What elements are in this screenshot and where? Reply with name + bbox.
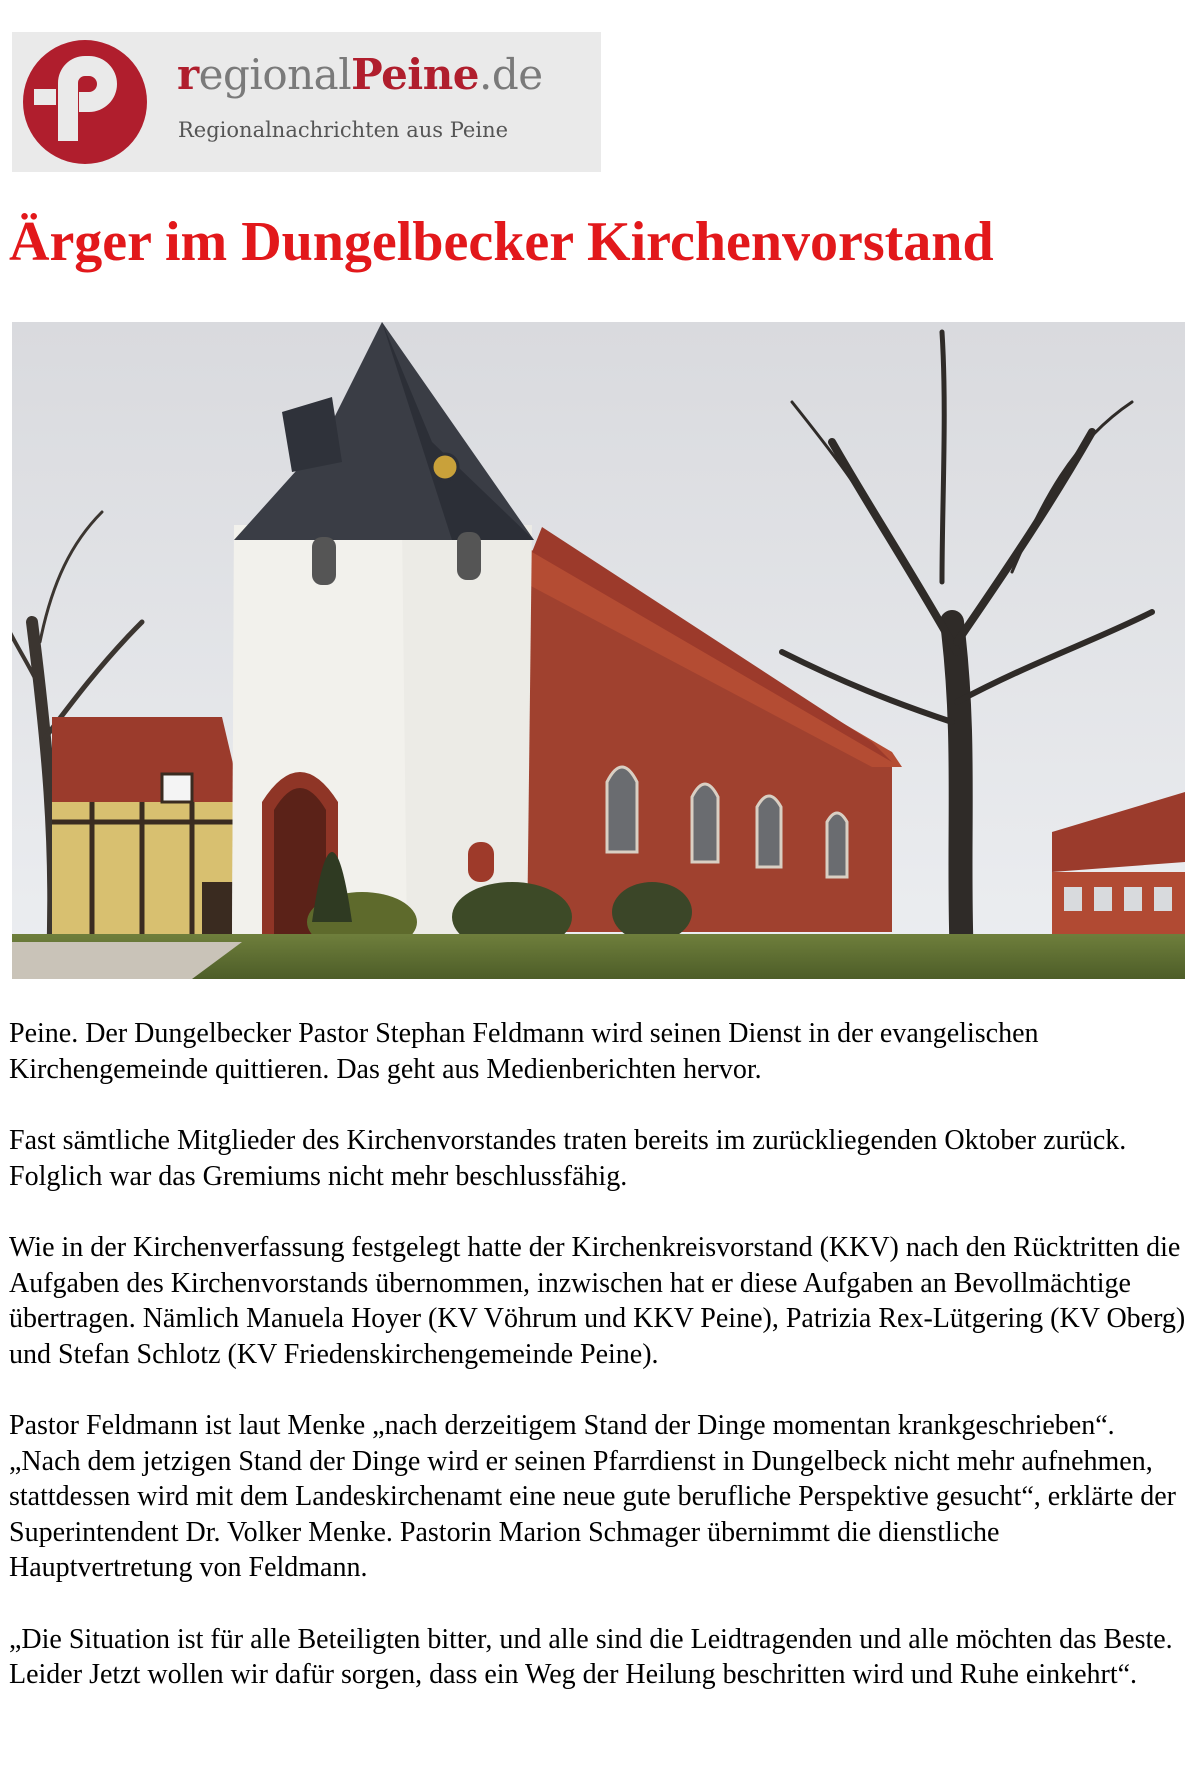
article-paragraph: Pastor Feldmann ist laut Menke „nach derzeitigem Stand der Dinge momentan krankgeschrieben“. „Nach dem jetzigen Stand der Dinge wird er seinen Pfarrdienst in Dungelbeck nicht mehr aufnehmen, stattdessen wird mit dem Landeskirchenamt eine neue gute berufliche Perspektive gesucht“, erklärte der Superintendent Dr. Volker Menke. Pastorin Marion Schmager übernimmt die dienstliche Hauptvertretung von Feldmann. bbox=[9, 1410, 1177, 1583]
article-paragraph: Peine. Der Dungelbecker Pastor Stephan Feldmann wird seinen Dienst in der evangelischen Kirchengemeinde quittieren. Das geht aus Medienberichten hervor. bbox=[9, 1018, 1039, 1085]
article-paragraph: Wie in der Kirchenverfassung festgelegt hatte der Kirchenkreisvorstand (KKV) nach den Rücktritten die Aufgaben des Kirchenvorstands übernommen, inzwischen hat er diese Aufgaben an Bevollmächtige übertragen. Nämlich Manuela Hoyer (KV Vöhrum und KKV Peine), Patrizia Rex-Lütgering (KV Oberg) und Stefan Schlotz (KV Friedenskirchengemeinde Peine). bbox=[9, 1232, 1186, 1370]
site-logo[interactable] bbox=[12, 32, 601, 172]
regionalpeine-logo-icon bbox=[20, 37, 150, 167]
logo-wordmark: regionalPeine.de bbox=[177, 50, 543, 99]
logo-tagline: Regionalnachrichten aus Peine bbox=[178, 118, 509, 142]
article-paragraph: Fast sämtliche Mitglieder des Kirchenvorstandes traten bereits im zurückliegenden Oktober zurück. Folglich war das Gremiums nicht mehr beschlussfähig. bbox=[9, 1125, 1127, 1192]
article-body bbox=[9, 1016, 1189, 1729]
church-photo bbox=[12, 322, 1185, 979]
article-paragraph: „Die Situation ist für alle Beteiligten bitter, und alle sind die Leidtragenden und alle möchten das Beste. Leider Jetzt wollen wir dafür sorgen, dass ein Weg der Heilung beschritten wird und Ruhe einkehrt“. bbox=[9, 1623, 1173, 1690]
article-headline: Ärger im Dungelbecker Kirchenvorstand bbox=[9, 211, 994, 273]
